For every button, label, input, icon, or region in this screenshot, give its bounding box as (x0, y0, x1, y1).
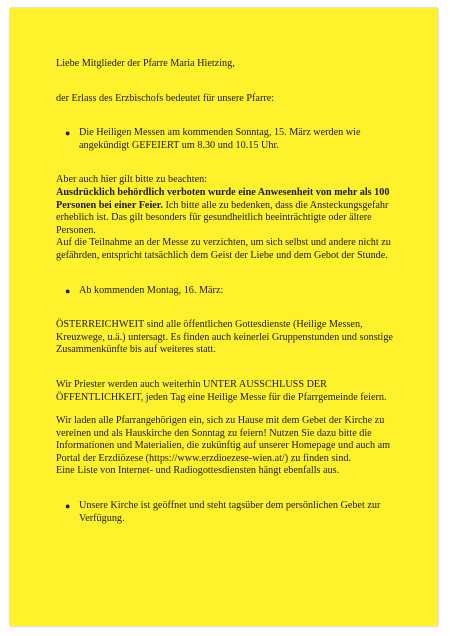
letter-body (56, 58, 408, 525)
bullet-dot-icon: ● (65, 501, 71, 512)
invite-paragraph: Wir laden alle Pfarrangehörigen ein, sich zu Hause mit dem Gebet der Kirche zu vereinen und als Hauskirche den Sonntag zu feiern! Nutzen Sie dazu bitte die Informationen und Materialien, die zukünftig auf unserer Homepage und auch am Portal der Erzdiözese (https://www.erzdioezese-wien.at/) zu finden sind. (56, 415, 391, 464)
priests-paragraph: Wir Priester werden auch weiterhin UNTER AUSSCHLUSS DER ÖFFENTLICHKEIT, jeden Tag eine Heilige Messe für die Pfarrgemeinde feiern. (56, 378, 387, 403)
austria-paragraph: ÖSTERREICHWEIT sind alle öffentlichen Gottesdienste (Heilige Messen, Kreuzwege, u.ä.) untersagt. Es finden auch keinerlei Gruppenstunden und sonstige Zusammenkünfte bis auf weiteres statt. (56, 319, 393, 356)
bullet-dot-icon: ● (65, 285, 71, 296)
greeting: Liebe Mitglieder der Pfarre Maria Hietzing, (56, 58, 235, 69)
warning-bold: Ausdrücklich behördlich verboten wurde eine Anwesenheit von mehr als 100 Personen bei einer Feier. (56, 186, 390, 211)
note-lead: Aber auch hier gilt bitte zu beachten: (56, 174, 208, 186)
intro-line: der Erlass des Erzbischofs bedeutet für unsere Pfarre: (56, 92, 275, 104)
renounce-paragraph: Auf die Teilnahme an der Messe zu verzichten, um sich selbst und andere nicht zu gefährden, entspricht tatsächlich dem Geist der Liebe und dem Gebot der Stunde. (56, 237, 391, 261)
list-note: Eine Liste von Internet- und Radiogottesdiensten hängt ebenfalls aus. (56, 465, 340, 477)
bullet-sunday-mass-text: Die Heiligen Messen am kommenden Sonntag, 15. März werden wie angekündigt GEFEIERT um 8.30 und 10.15 Uhr. (79, 127, 361, 151)
bullet-church-open (56, 500, 408, 525)
warning-paragraph (56, 187, 408, 237)
bullet-sunday-mass (56, 127, 408, 152)
bullet-dot-icon: ● (65, 128, 71, 139)
bullet-monday-text: Ab kommenden Montag, 16. März: (79, 284, 224, 296)
document-page (10, 8, 438, 626)
bullet-church-open-text: Unsere Kirche ist geöffnet und steht tagsüber dem persönlichen Gebet zur Verfügung. (79, 500, 381, 524)
warning-rest: Ich bitte alle zu bedenken, dass die Ansteckungsgefahr erheblich ist. Das gilt besonders für gesundheitlich beeinträchtigte oder ältere Personen. (56, 199, 389, 236)
bullet-monday (56, 285, 408, 298)
